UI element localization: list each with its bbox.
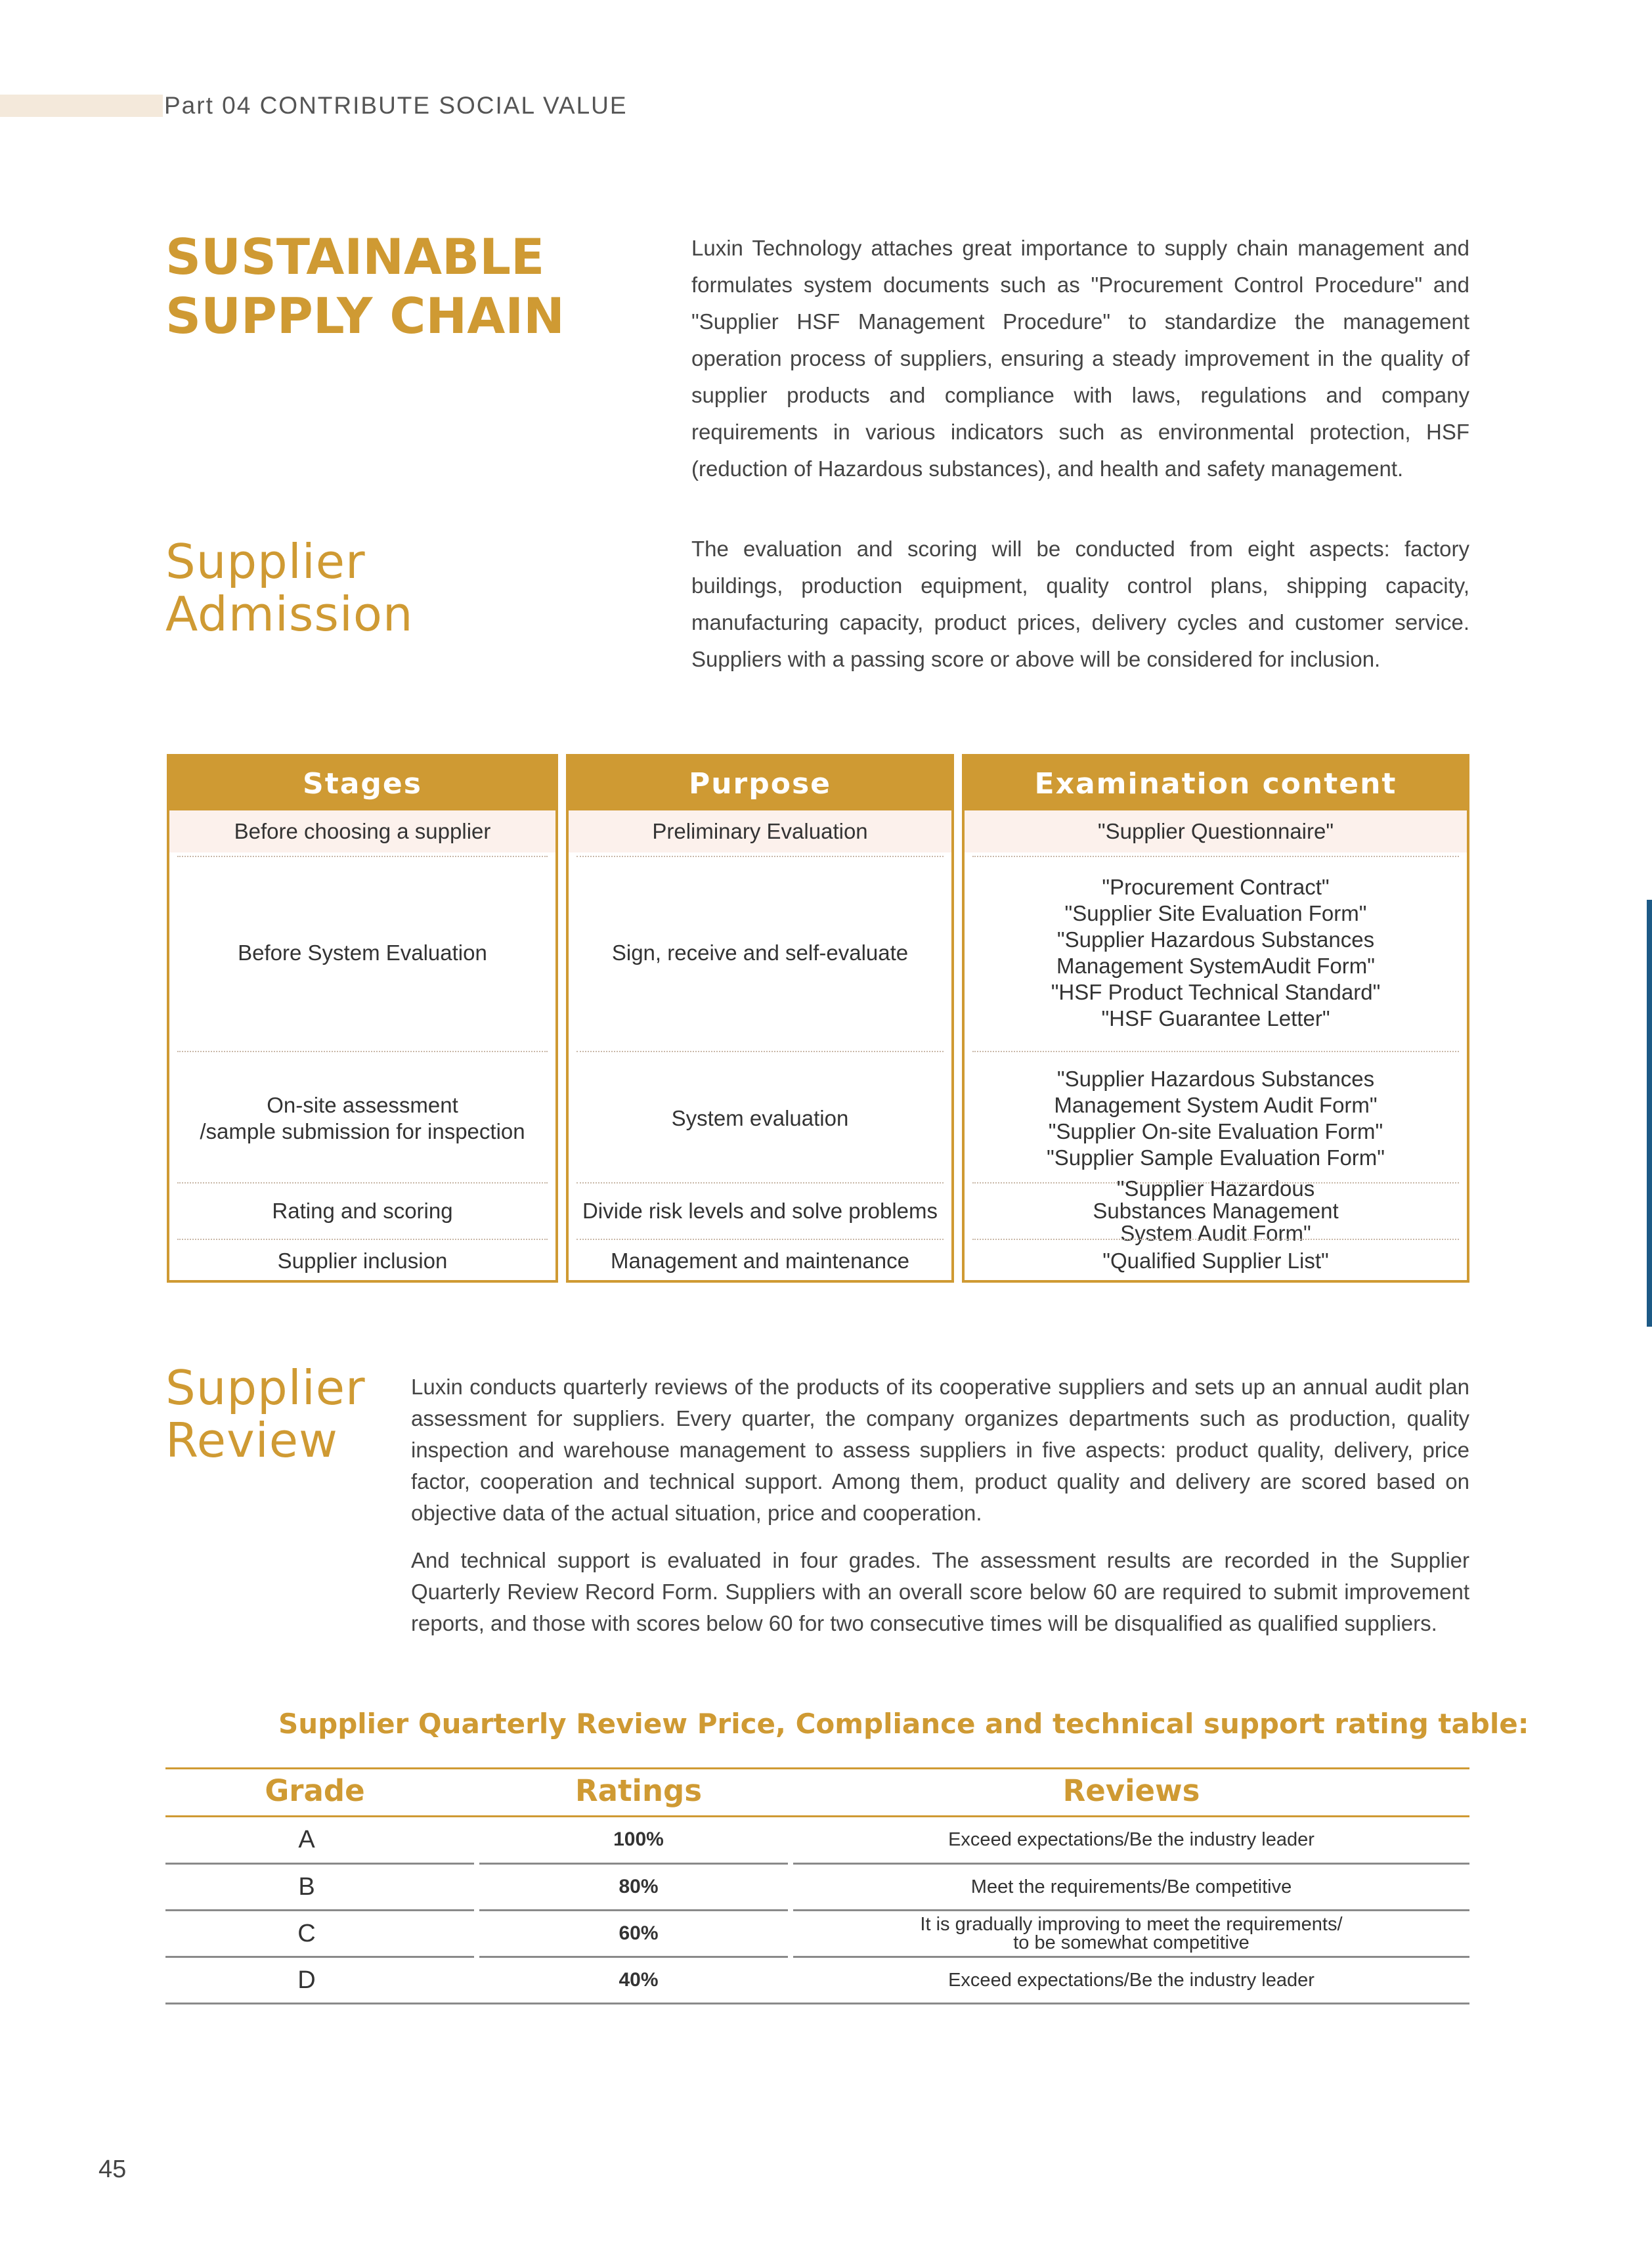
row-divider [479, 1909, 788, 1911]
reviews-header: Reviews [1062, 1773, 1200, 1808]
row-divider [177, 1051, 548, 1052]
row-divider [177, 1182, 548, 1184]
examination-content-header: Examination content [965, 757, 1467, 810]
stage-cell: Rating and scoring [272, 1199, 453, 1223]
section-label: Part 04 CONTRIBUTE SOCIAL VALUE [164, 92, 628, 119]
row-divider [576, 1051, 944, 1052]
grade-cell: B [298, 1872, 315, 1901]
review-title-line1: Supplier [165, 1360, 366, 1415]
row-divider [165, 1956, 474, 1958]
header-accent-band [0, 95, 163, 117]
purpose-cell: Sign, receive and self-evaluate [611, 940, 909, 965]
ratings-header: Ratings [575, 1773, 702, 1808]
admission-title-line2: Admission [165, 587, 414, 642]
row-divider [793, 1863, 1469, 1865]
row-divider [479, 1956, 788, 1958]
page-number: 45 [98, 2156, 127, 2183]
content-cell: "Supplier Hazardous Substances Management System Audit Form" "Supplier On-site Evaluation Form" "Supplier Sample Evaluation Form" [1047, 1067, 1385, 1170]
grade-cell: A [298, 1825, 315, 1853]
rating-cell: 100% [613, 1828, 664, 1850]
admission-paragraph: The evaluation and scoring will be conducted from eight aspects: factory buildings, production equipment, quality control plans, shipping capacity, manufacturing capacity, product prices, delivery cycles and customer service. Suppliers with a passing score or above will be considered for inclusion. [691, 537, 1469, 671]
row-divider [972, 1239, 1459, 1240]
purpose-cell: Divide risk levels and solve problems [582, 1199, 938, 1223]
stage-cell: Before System Evaluation [238, 940, 487, 965]
purpose-column [566, 754, 954, 1283]
row-divider [793, 1909, 1469, 1911]
stage-cell: Supplier inclusion [277, 1249, 448, 1273]
row-divider [177, 1239, 548, 1240]
review-cell: Exceed expectations/Be the industry leader [948, 1829, 1315, 1850]
grade-cell: D [297, 1966, 316, 1994]
row-divider [972, 1051, 1459, 1052]
rating-table-title: Supplier Quarterly Review Price, Compliance and technical support rating table: [278, 1708, 1529, 1740]
row-divider [177, 856, 548, 857]
stage-cell: Before choosing a supplier [169, 810, 555, 852]
row-divider [576, 1239, 944, 1240]
main-title-line1: SUSTAINABLE [165, 228, 545, 286]
row-divider [972, 856, 1459, 857]
rating-cell: 80% [619, 1876, 659, 1897]
edge-tab-marker [1647, 900, 1652, 1327]
review-cell: Meet the requirements/Be competitive [970, 1876, 1292, 1897]
purpose-cell: Management and maintenance [611, 1249, 909, 1273]
review-title [165, 1361, 366, 1467]
intro-paragraph: Luxin Technology attaches great importance to supply chain management and formulates system documents such as "Procurement Control Procedure" and "Supplier HSF Management Procedure" to standardize the management operation process of suppliers, ensuring a steady improvement in the quality of supplier products and compliance with laws, regulations and company requirements in various indicators such as environmental protection, HSF (reduction of Hazardous substances), and health and safety management. [691, 236, 1469, 481]
main-title [165, 227, 565, 345]
content-cell: "Supplier Hazardous Substances Management System Audit Form" [1093, 1176, 1339, 1245]
stages-header: Stages [169, 757, 555, 810]
main-title-line2: SUPPLY CHAIN [165, 287, 565, 345]
purpose-cell: Preliminary Evaluation [569, 810, 951, 852]
rating-cell: 60% [619, 1922, 659, 1944]
review-paragraph-2: And technical support is evaluated in four grades. The assessment results are recorded in the Supplier Quarterly Review Record Form. Suppliers with an overall score below 60 are required to submit improvement reports, and those with scores below 60 for two consecutive times will be disqualified as qualified suppliers. [411, 1548, 1469, 1635]
row-divider [479, 1863, 788, 1865]
grade-cell: C [297, 1919, 316, 1947]
content-cell: "Supplier Questionnaire" [965, 810, 1467, 852]
stage-cell: On-site assessment /sample submission for inspection [200, 1093, 525, 1143]
row-divider [165, 1909, 474, 1911]
rating-table-bottom-rule [165, 2003, 1469, 2004]
row-divider [576, 1182, 944, 1184]
review-cell: It is gradually improving to meet the requirements/ to be somewhat competitive [920, 1914, 1343, 1953]
review-paragraph-1: Luxin conducts quarterly reviews of the products of its cooperative suppliers and sets up an annual audit plan assessment for suppliers. Every quarter, the company organizes departments such as production, quality inspection and warehouse management to assess suppliers in five aspects: product quality, delivery, price factor, cooperation and technical support. Among them, product quality and delivery are scored based on objective data of the actual situation, price and cooperation. [411, 1375, 1469, 1525]
row-divider [793, 1956, 1469, 1958]
grade-header: Grade [265, 1773, 365, 1808]
review-cell: Exceed expectations/Be the industry leader [948, 1970, 1315, 1991]
row-divider [165, 1863, 474, 1865]
content-cell: "Qualified Supplier List" [1102, 1249, 1329, 1273]
purpose-header: Purpose [569, 757, 951, 810]
rating-table-top-rule [165, 1767, 1469, 1769]
review-title-line2: Review [165, 1413, 338, 1468]
row-divider [576, 856, 944, 857]
admission-title-line1: Supplier [165, 534, 366, 589]
examination-content-column [962, 754, 1469, 1283]
admission-title [165, 535, 414, 640]
stages-column [167, 754, 558, 1283]
rating-cell: 40% [619, 1969, 659, 1991]
rating-table-header-rule [165, 1815, 1469, 1817]
content-cell: "Procurement Contract" "Supplier Site Evaluation Form" "Supplier Hazardous Substances Management SystemAudit Form" "HSF Product Technical Standard" "HSF Guarantee Letter" [1051, 874, 1381, 1030]
purpose-cell: System evaluation [671, 1106, 849, 1130]
